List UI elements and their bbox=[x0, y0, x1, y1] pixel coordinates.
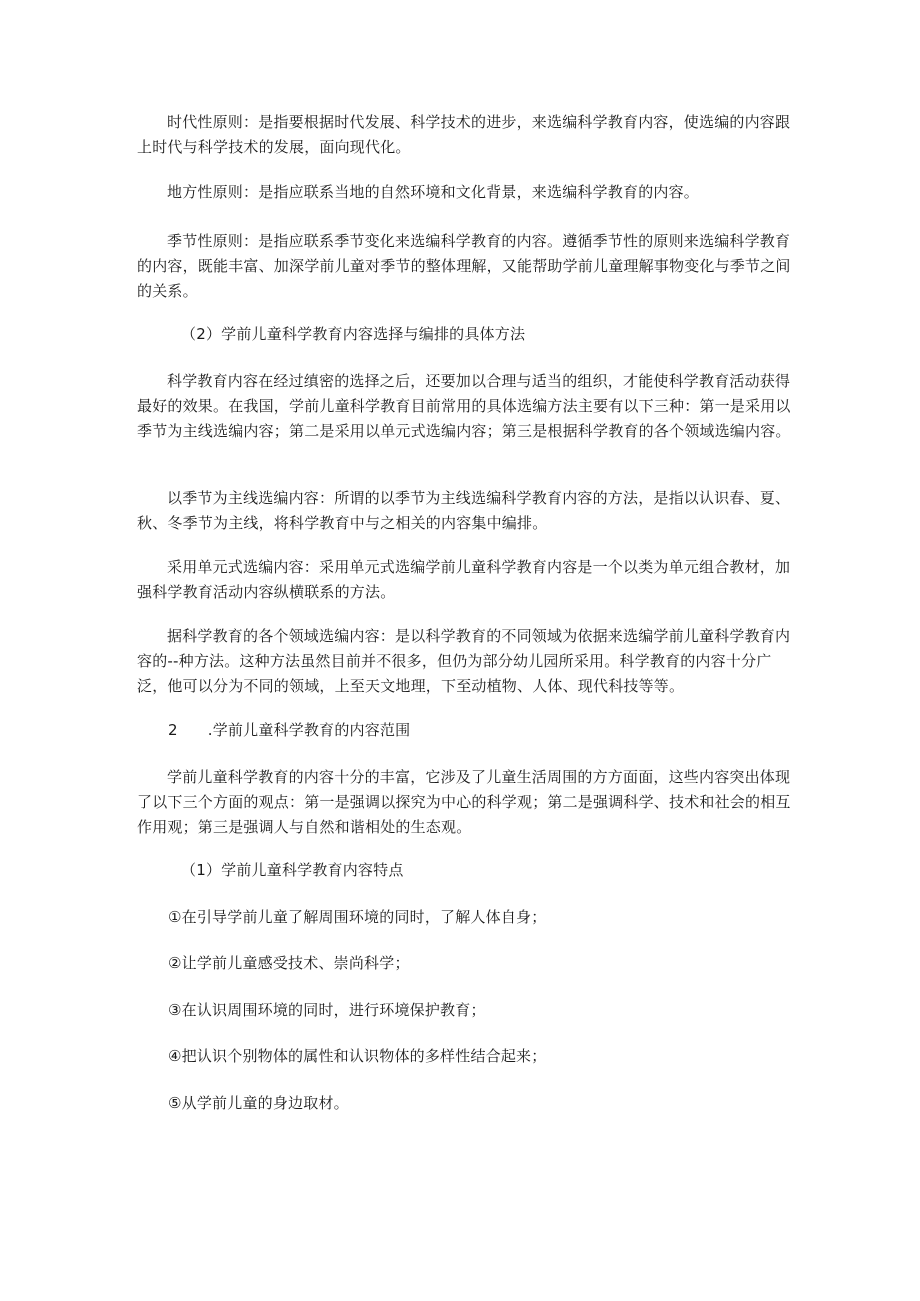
list-item-feature-3: ③在认识周围环境的同时，进行环境保护教育； bbox=[168, 1001, 486, 1019]
paragraph-era-principle: 时代性原则：是指要根据时代发展、科学技术的进步，来选编科学教育内容，使选编的内容跟上时代与科学技术的发展，面向现代化。 bbox=[137, 113, 791, 156]
section-heading-features: （1）学前儿童科学教育内容特点 bbox=[181, 861, 404, 879]
paragraph-methods-intro: 科学教育内容在经过缜密的选择之后，还要加以合理与适当的组织，才能使科学教育活动获得最好的效果。在我国，学前儿童科学教育目前常用的具体选编方法主要有以下三种：第一是采用以季节为主线选编内容；第二是采用以单元式选编内容；第三是根据科学教育的各个领域选编内容。 bbox=[137, 372, 791, 440]
paragraph-scope-intro: 学前儿童科学教育的内容十分的丰富，它涉及了儿童生活周围的方方面面，这些内容突出体现了以下三个方面的观点：第一是强调以探究为中心的科学观；第二是强调科学、技术和社会的相互作用观；第三是强调人与自然和谐相处的生态观。 bbox=[137, 768, 791, 836]
list-item-feature-5: ⑤从学前儿童的身边取材。 bbox=[168, 1094, 349, 1112]
section-heading-methods: （2）学前儿童科学教育内容选择与编排的具体方法 bbox=[181, 325, 526, 343]
paragraph-local-principle: 地方性原则：是指应联系当地的自然环境和文化背景，来选编科学教育的内容。 bbox=[167, 183, 700, 201]
list-item-feature-1: ①在引导学前儿童了解周围环境的同时，了解人体自身； bbox=[168, 908, 547, 926]
paragraph-season-principle: 季节性原则：是指应联系季节变化来选编科学教育的内容。遵循季节性的原则来选编科学教育的内容，既能丰富、加深学前儿童对季节的整体理解，又能帮助学前儿童理解事物变化与季节之间的关系。 bbox=[137, 232, 791, 300]
paragraph-season-method: 以季节为主线选编内容：所谓的以季节为主线选编科学教育内容的方法，是指以认识春、夏、秋、冬季节为主线，将科学教育中与之相关的内容集中编排。 bbox=[137, 489, 791, 532]
paragraph-domain-method: 据科学教育的各个领域选编内容：是以科学教育的不同领域为依据来选编学前儿童科学教育内容的--种方法。这种方法虽然目前并不很多，但仍为部分幼儿园所采用。科学教育的内容十分广泛，他可以分为不同的领域，上至天文地理，下至动植物、人体、现代科技等等。 bbox=[137, 627, 791, 695]
paragraph-unit-method: 采用单元式选编内容：采用单元式选编学前儿童科学教育内容是一个以类为单元组合教材，加强科学教育活动内容纵横联系的方法。 bbox=[137, 558, 791, 601]
section-heading-scope: 2 .学前儿童科学教育的内容范围 bbox=[168, 721, 411, 739]
list-item-feature-4: ④把认识个别物体的属性和认识物体的多样性结合起来； bbox=[168, 1047, 547, 1065]
list-item-feature-2: ②让学前儿童感受技术、崇尚科学； bbox=[168, 954, 410, 972]
